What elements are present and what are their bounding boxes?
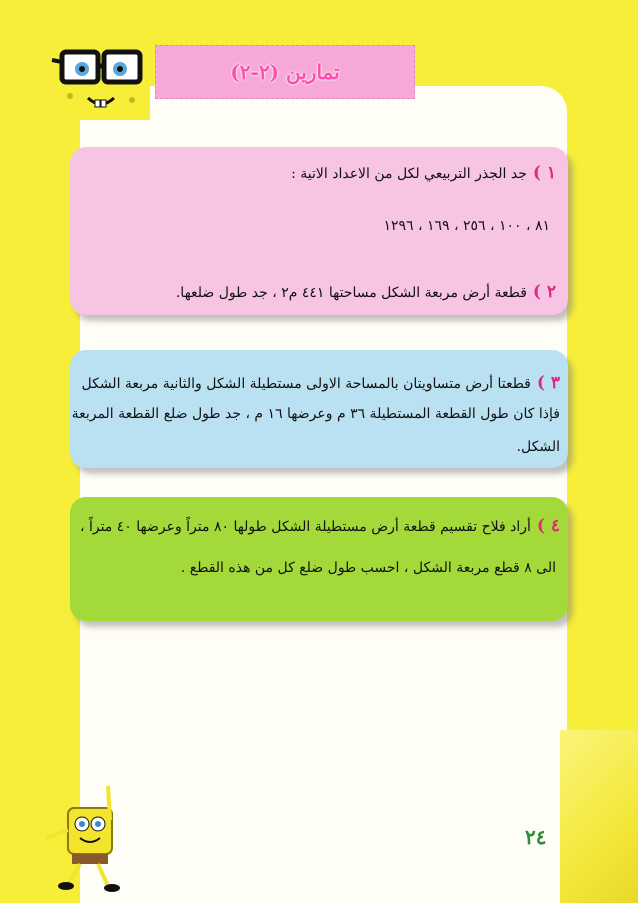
exercise-1-numbers: ٨١ ، ١٠٠ ، ٢٥٦ ، ١٦٩ ، ١٢٩٦: [383, 218, 550, 234]
exercise-4-line-2: الى ٨ قطع مربعة الشكل ، احسب طول ضلع كل من هذه القطع .: [180, 560, 556, 576]
exercise-3-line-1: ٣ )قطعتا أرض متساويتان بالمساحة الاولى مستطيلة الشكل والثانية مربعة الشكل: [81, 373, 560, 393]
exercise-3-line-2: فإذا كان طول القطعة المستطيلة ٣٦ م وعرضها ١٦ م ، جد طول ضلع القطعة المربعة: [71, 406, 560, 422]
exercise-text: قطعة أرض مربعة الشكل مساحتها ٤٤١ م٢ ، جد طول ضلعها.: [175, 285, 527, 301]
exercise-2: [176, 282, 556, 302]
page-number: ٢٤: [525, 825, 547, 849]
exercise-4-line-1: ٤ )أراد فلاح تقسيم قطعة أرض مستطيلة الشكل طولها ٨٠ متراً وعرضها ٤٠ متراً ،: [80, 516, 560, 536]
exercise-number: ٤ ): [536, 516, 560, 536]
exercise-text: جد الجذر التربيعي لكل من الاعداد الاتية :: [291, 166, 527, 182]
exercise-number: ٣ ): [536, 373, 560, 393]
cartoon-glasses-icon: [48, 40, 152, 124]
exercise-3-line-3: الشكل.: [516, 439, 560, 455]
cartoon-sponge-icon: [38, 780, 138, 892]
page-curl: [560, 730, 638, 903]
exercise-1: [291, 163, 556, 183]
exercise-number: ٢ ): [532, 282, 556, 302]
title-tab: [155, 45, 415, 99]
page-title: تمارين (٢-٢): [230, 60, 340, 84]
exercise-number: ١ ): [532, 163, 556, 183]
